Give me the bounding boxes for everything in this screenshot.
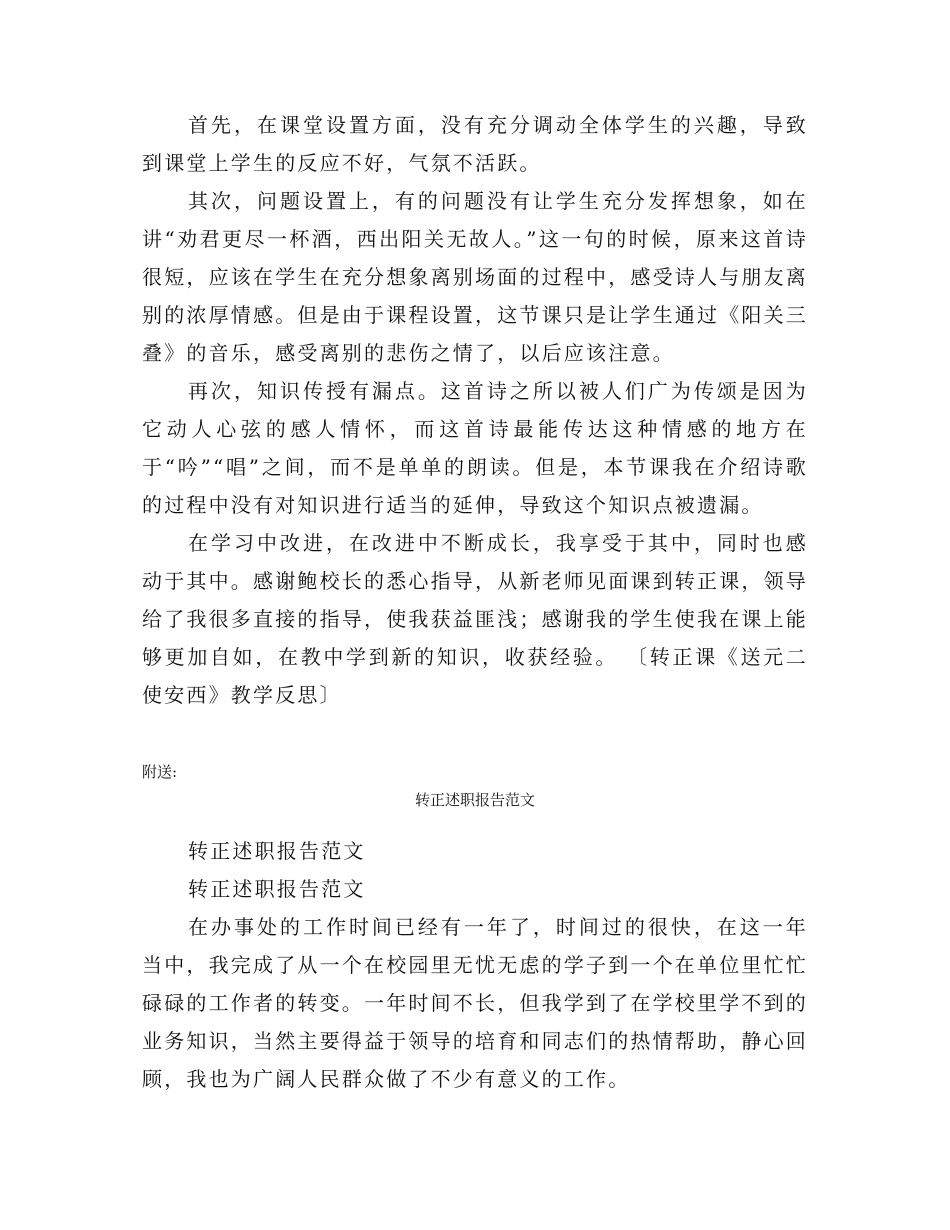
appendix-title: 转正述职报告范文 [414,791,535,809]
paragraph-second: 其次，问题设置上，有的问题没有让学生充分发挥想象，如在讲“劝君更尽一杯酒，西出阳关无故人。”这一句的时候，原来这首诗很短，应该在学生在充分想象离别场面的过程中，感受诗人与朋友离别的浓厚情感。但是由于课程设置，这节课只是让学生通过《阳关三叠》的音乐，感受离别的悲伤之情了，以后应该注意。 [142,189,808,365]
report-heading-2: 转正述职报告范文 [188,877,366,901]
appendix-label: 附送: [142,763,178,781]
paragraph-first: 首先，在课堂设置方面，没有充分调动全体学生的兴趣，导致到课堂上学生的反应不好，气氛不活跃。 [142,113,808,175]
report-heading-1: 转正述职报告范文 [188,839,366,863]
report-paragraph: 在办事处的工作时间已经有一年了，时间过的很快，在这一年当中，我完成了从一个在校园里无忧无虑的学子到一个在单位里忙忙碌碌的工作者的转变。一年时间不长，但我学到了在学校里学不到的业务知识，当然主要得益于领导的培育和同志们的热情帮助，静心回顾，我也为广阔人民群众做了不少有意义的工作。 [142,915,808,1091]
paragraph-conclusion: 在学习中改进，在改进中不断成长，我享受于其中，同时也感动于其中。感谢鲍校长的悉心指导，从新老师见面课到转正课，领导给了我很多直接的指导，使我获益匪浅；感谢我的学生使我在课上能够更加自如，在教中学到新的知识，收获经验。 〔转正课《送元二使安西》教学反思〕 [142,531,808,707]
reflection-section [142,106,808,714]
report-section [142,832,808,1098]
paragraph-third: 再次，知识传授有漏点。这首诗之所以被人们广为传颂是因为它动人心弦的感人情怀，而这首诗最能传达这种情感的地方在于“吟”“唱”之间，而不是单单的朗读。但是，本节课我在介绍诗歌的过程中没有对知识进行适当的延伸，导致这个知识点被遗漏。 [142,379,808,517]
